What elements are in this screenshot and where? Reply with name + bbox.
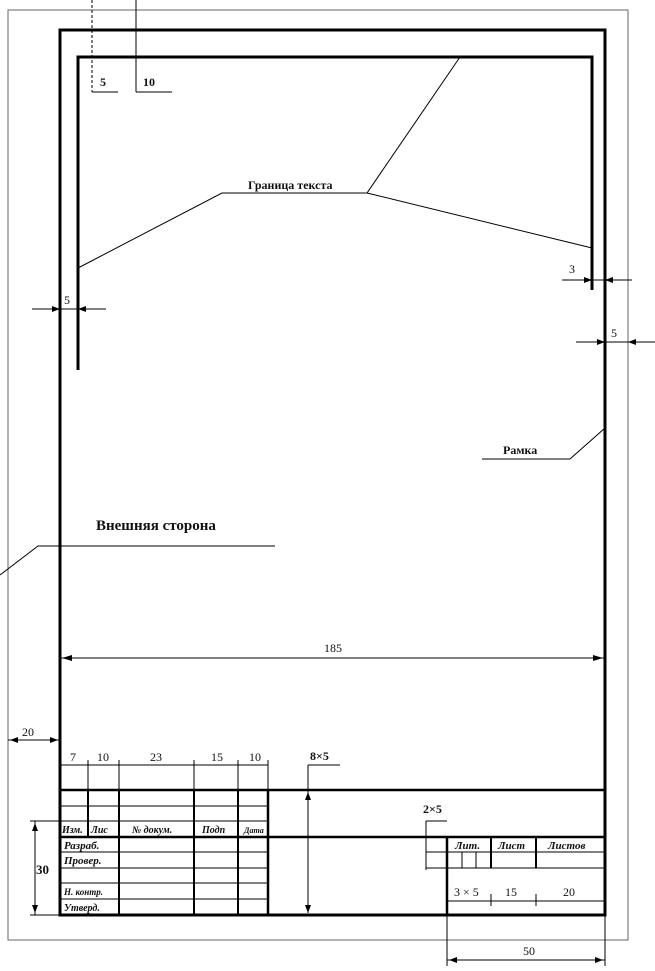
dim-30: 30 xyxy=(36,862,49,877)
text-border-leader xyxy=(78,57,460,268)
dim-185: 185 xyxy=(324,641,342,655)
tb-header-lis: Лис xyxy=(91,825,108,836)
outer-sheet-border xyxy=(8,10,628,940)
dim-right-inner xyxy=(562,262,632,283)
tb-row-nkontr: Н. контр. xyxy=(64,887,103,897)
dim-col-15: 15 xyxy=(211,750,223,764)
dim-stamp-height xyxy=(30,821,60,915)
dim-right-5: 5 xyxy=(611,326,617,340)
dim-right-3: 3 xyxy=(569,262,575,276)
dim-columns xyxy=(60,750,268,790)
tb-sheets: Листов xyxy=(548,840,586,852)
text-border-label: Граница текста xyxy=(248,178,333,192)
dim-8x5-label: 8×5 xyxy=(310,749,329,763)
dim-col-10a: 10 xyxy=(97,750,109,764)
text-boundary xyxy=(78,57,592,370)
tb-header-doc: № докум. xyxy=(132,825,173,836)
outer-side-label: Внешняя сторона xyxy=(96,518,216,534)
dim-left-inner xyxy=(32,293,106,312)
dim-2x5-label: 2×5 xyxy=(423,802,442,816)
dim-lit-3x5: 3 × 5 xyxy=(454,885,479,899)
tb-row-utverd: Утверд. xyxy=(64,903,100,914)
text-border-leader-right xyxy=(367,193,592,248)
dim-col-10b: 10 xyxy=(249,750,261,764)
dim-sheets-20: 20 xyxy=(563,885,575,899)
main-frame xyxy=(60,30,605,915)
tb-lit: Лит. xyxy=(455,840,481,852)
title-block xyxy=(60,790,605,915)
dim-col-23: 23 xyxy=(150,750,162,764)
tb-sheet: Лист xyxy=(498,840,526,852)
dim-left-margin xyxy=(8,725,60,743)
dim-right-outer xyxy=(576,326,655,345)
frame-leader xyxy=(482,428,605,459)
dim-left-5: 5 xyxy=(64,293,70,307)
dim-50: 50 xyxy=(523,944,535,958)
dim-top-5: 5 xyxy=(100,75,106,89)
outer-side-leader xyxy=(0,546,275,575)
dim-col-7: 7 xyxy=(70,750,76,764)
tb-row-prover: Провер. xyxy=(64,855,102,867)
tb-header-podp: Подп xyxy=(202,825,226,836)
frame-label: Рамка xyxy=(503,443,538,457)
dim-width xyxy=(60,641,605,661)
dim-20: 20 xyxy=(22,725,34,739)
dim-sheet-15: 15 xyxy=(505,885,517,899)
tb-row-razrab: Разраб. xyxy=(64,840,100,852)
dim-8x5 xyxy=(305,749,340,913)
tb-header-data: Дата xyxy=(244,826,264,835)
dim-top xyxy=(92,0,172,92)
tb-header-izm: Изм. xyxy=(62,825,83,836)
dim-top-10: 10 xyxy=(143,75,155,89)
